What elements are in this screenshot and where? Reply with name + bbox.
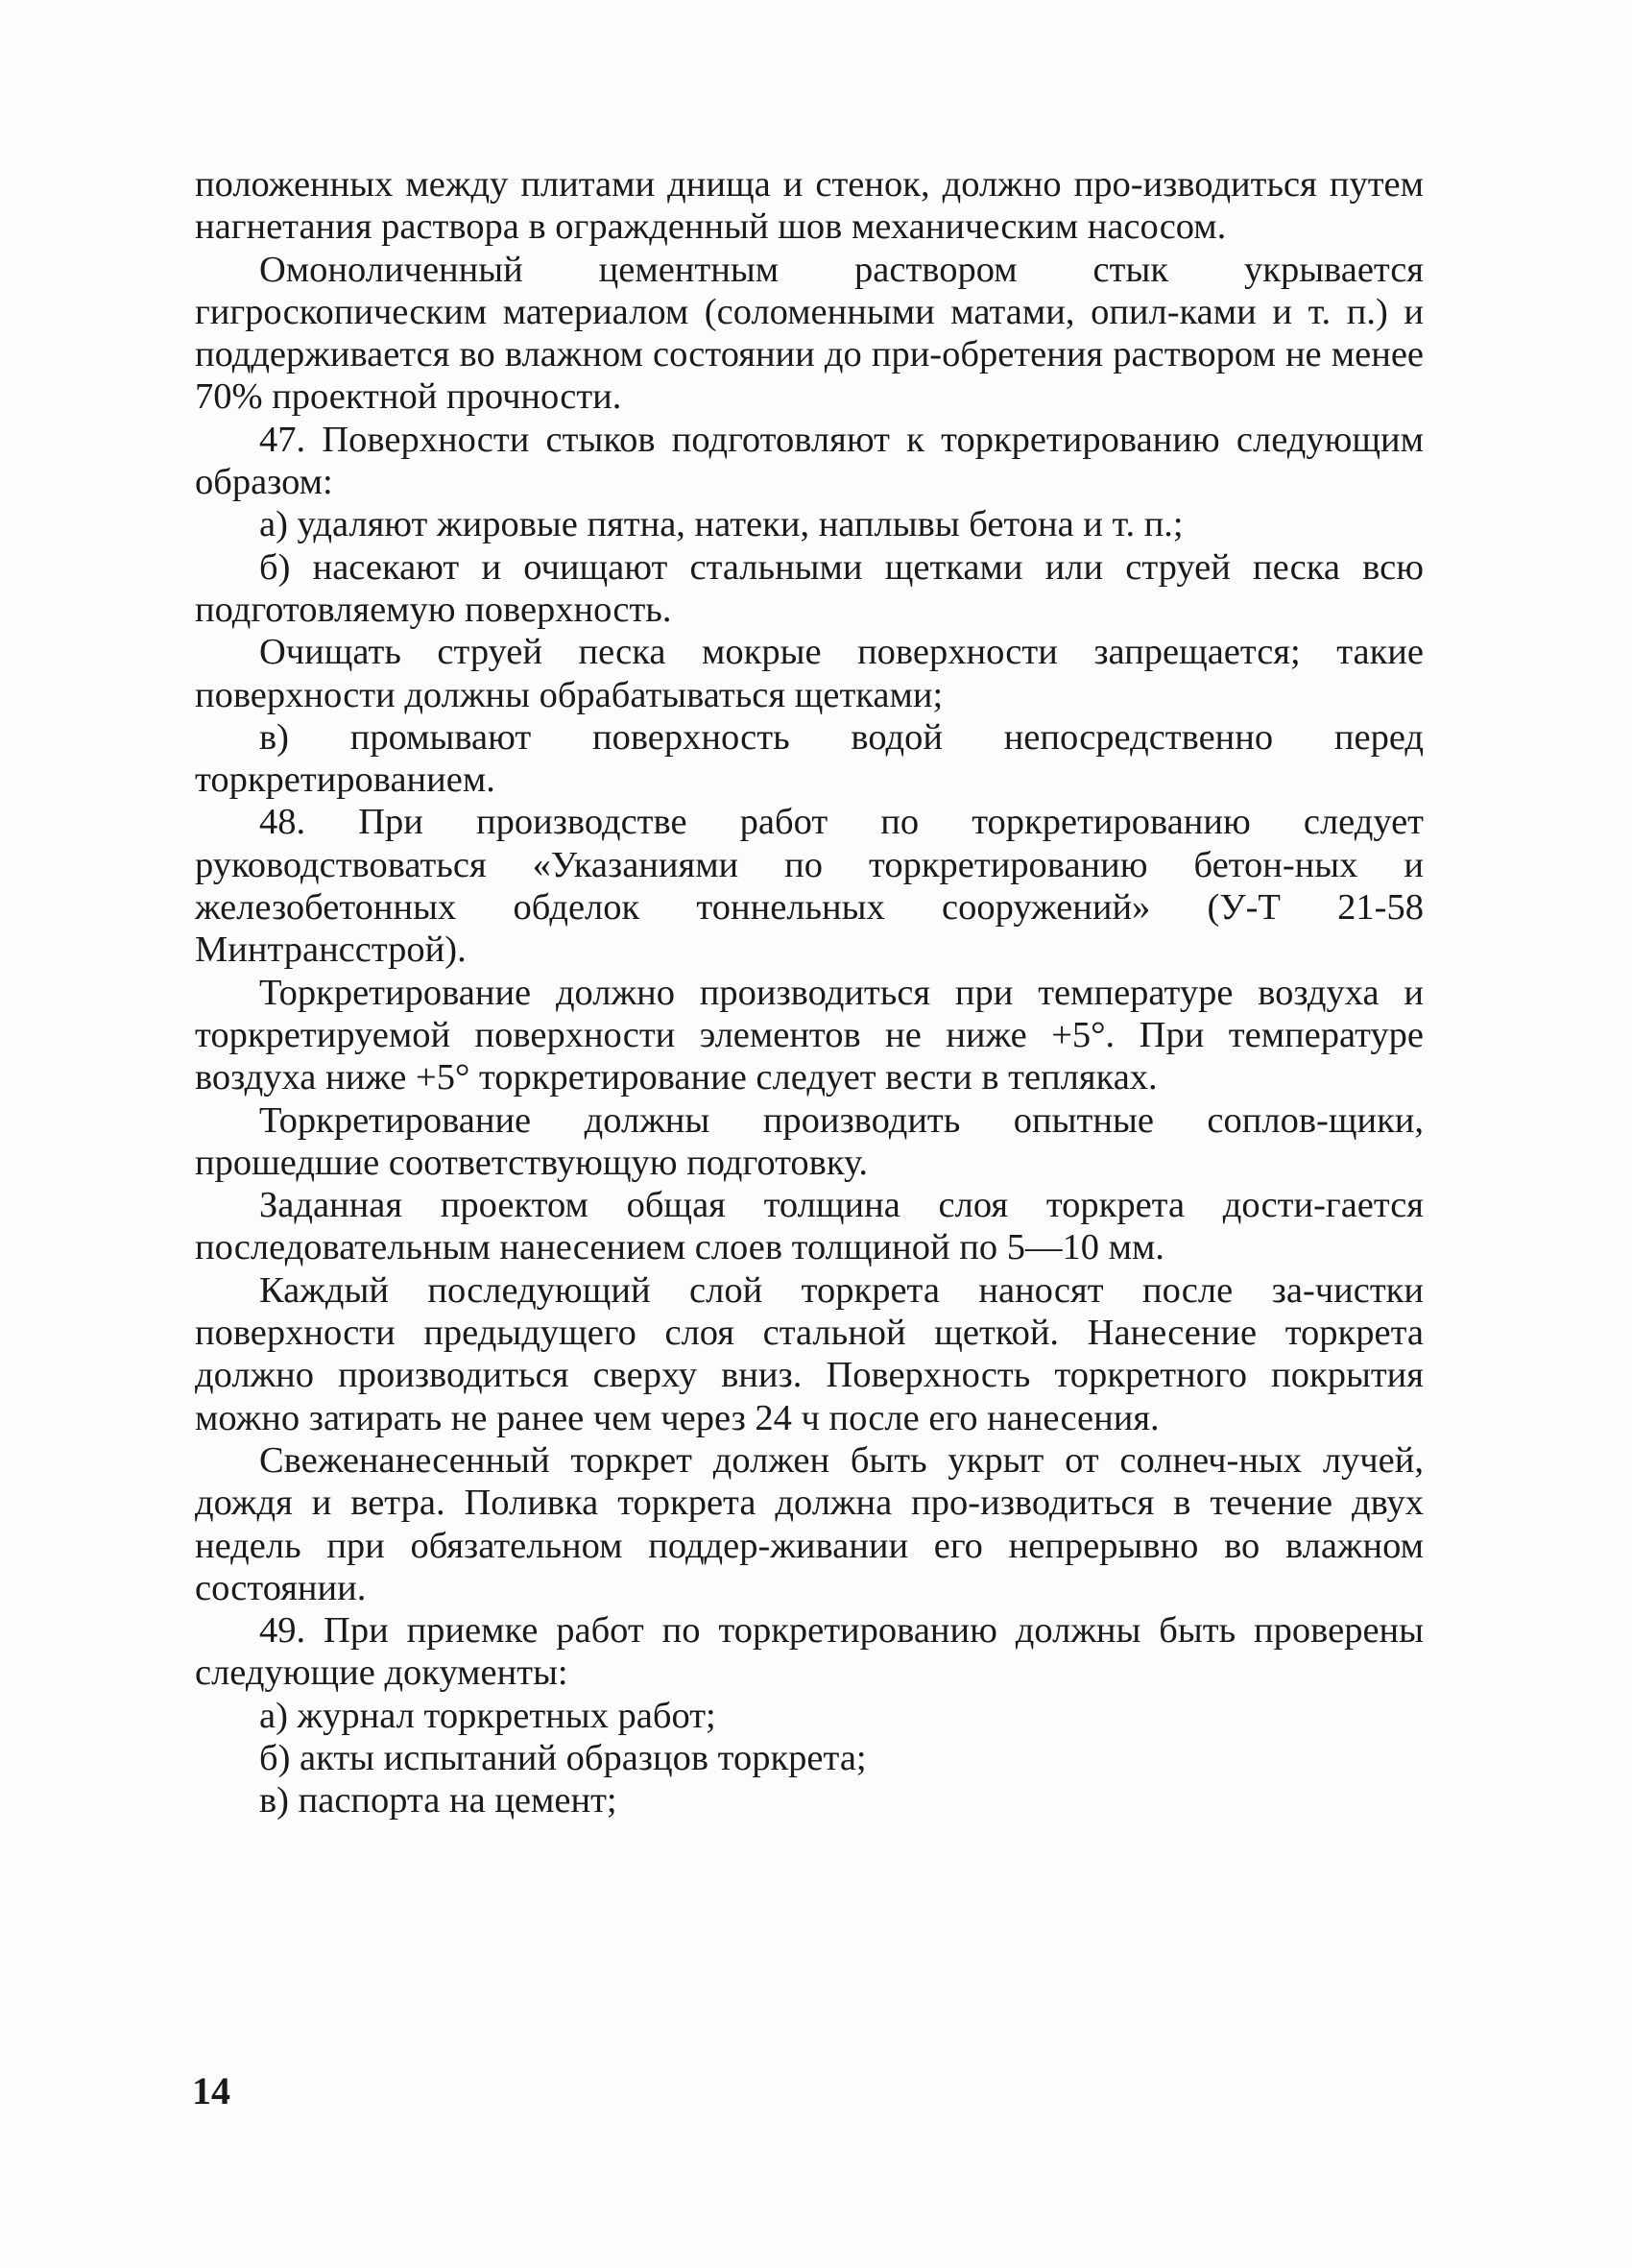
list-item-47b: б) насекают и очищают стальными щетками или струей песка всю подготовляемую поверхность. [195, 546, 1424, 630]
paragraph-47-intro: 47. Поверхности стыков подготовляют к торкретированию следующим образом: [195, 419, 1424, 503]
paragraph-curing: Свеженанесенный торкрет должен быть укрыт от солнеч-ных лучей, дождя и ветра. Поливка торкрета должна про-изводиться в течение двух недель при обязательном поддер-живании его непрерывно во влажном состоянии. [195, 1439, 1424, 1608]
paragraph-49-intro: 49. При приемке работ по торкретированию должны быть проверены следующие документы: [195, 1610, 1424, 1694]
list-item-49a: а) журнал торкретных работ; [259, 1695, 716, 1736]
paragraph-grouting: Омоноличенный цементным раствором стык укрывается гигроскопическим материалом (соломенными матами, опил-ками и т. п.) и поддерживается во влажном состоянии до при-обретения раствором не менее 70% проектной прочности. [195, 249, 1424, 418]
list-item-47c: в) промывают поверхность водой непосредственно перед торкретированием. [195, 716, 1424, 801]
paragraph-48: 48. При производстве работ по торкретированию следует руководствоваться «Указаниями по торкретированию бетон-ных и железобетонных обделок тоннельных сооружений» (У-Т 21-58 Минтрансстрой). [195, 802, 1424, 971]
paragraph-continuation: положенных между плитами днища и стенок, должно про-изводиться путем нагнетания раствора в огражденный шов механическим насосом. [195, 164, 1424, 248]
paragraph-operators: Торкретирование должны производить опытные соплов-щики, прошедшие соответствующую подготовку. [195, 1099, 1424, 1183]
list-item-49c: в) паспорта на цемент; [259, 1780, 617, 1822]
list-item-47a: а) удаляют жировые пятна, натеки, наплывы бетона и т. п.; [259, 504, 1184, 545]
paragraph-thickness: Заданная проектом общая толщина слоя торкрета дости-гается последовательным нанесением слоев толщиной по 5—10 мм. [195, 1185, 1424, 1268]
list-item-49b: б) акты испытаний образцов торкрета; [259, 1737, 867, 1778]
paragraph-layers: Каждый последующий слой торкрета наносят после за-чистки поверхности предыдущего слоя стальной щеткой. Нанесение торкрета должно производиться сверху вниз. Поверхность торкретного покрытия можно затирать не ранее чем через 24 ч после его нанесения. [195, 1269, 1424, 1438]
paragraph-temperature: Торкретирование должно производиться при температуре воздуха и торкретируемой поверхности элементов не ниже +5°. При температуре воздуха ниже +5° торкретирование следует вести в тепляках. [195, 972, 1424, 1098]
body-text [195, 163, 1424, 1822]
paragraph-sandblast-note: Очищать струей песка мокрые поверхности запрещается; такие поверхности должны обрабатываться щетками; [195, 632, 1424, 715]
page-number: 14 [192, 2069, 230, 2112]
